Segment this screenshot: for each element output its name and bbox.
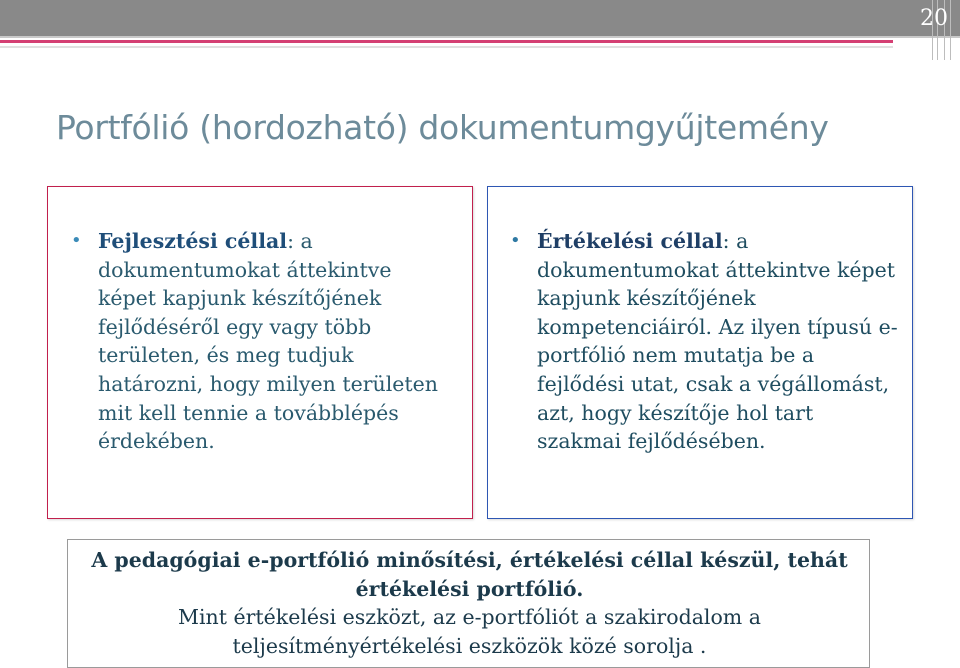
summary-box	[67, 539, 870, 668]
evaluation-purpose-description: : a dokumentumokat áttekintve képet kapjunk készítőjének kompetenciáiról. Az ilyen típusú e-portfólió nem mutatja be a fejlődési utat, csak a végállomást, azt, hogy készítője hol tart szakmai fejlődésében.	[537, 229, 898, 454]
development-purpose-description: : a dokumentumokat áttekintve képet kapjunk készítőjének fejlődéséről egy vagy több területen, és meg tudjuk határozni, hogy milyen területen mit kell tennie a továbblépés érdekében.	[98, 229, 439, 454]
header-stripe-lower	[0, 46, 893, 48]
header-divider	[950, 0, 951, 60]
bullet-icon: •	[71, 230, 82, 251]
summary-bold-statement: A pedagógiai e-portfólió minősítési, értékelési céllal készül, tehát értékelési portfólió.	[91, 548, 848, 601]
slide-number: 20	[920, 6, 948, 31]
evaluation-purpose-box	[487, 186, 913, 519]
evaluation-purpose-text	[510, 227, 899, 456]
slide-title: Portfólió (hordozható) dokumentumgyűjtemény	[56, 108, 829, 147]
development-purpose-text	[71, 227, 439, 456]
header-bar	[0, 0, 960, 36]
accent-line	[0, 40, 893, 43]
evaluation-purpose-label: Értékelési céllal	[537, 229, 723, 253]
development-purpose-box	[47, 186, 473, 519]
bullet-icon: •	[510, 230, 521, 251]
header-stripe	[0, 36, 960, 38]
summary-statement: Mint értékelési eszközt, az e-portfóliót a szakirodalom a teljesítményértékelési eszközök közé sorolja .	[178, 605, 761, 658]
development-purpose-label: Fejlesztési céllal	[98, 229, 288, 253]
summary-text	[68, 546, 871, 660]
